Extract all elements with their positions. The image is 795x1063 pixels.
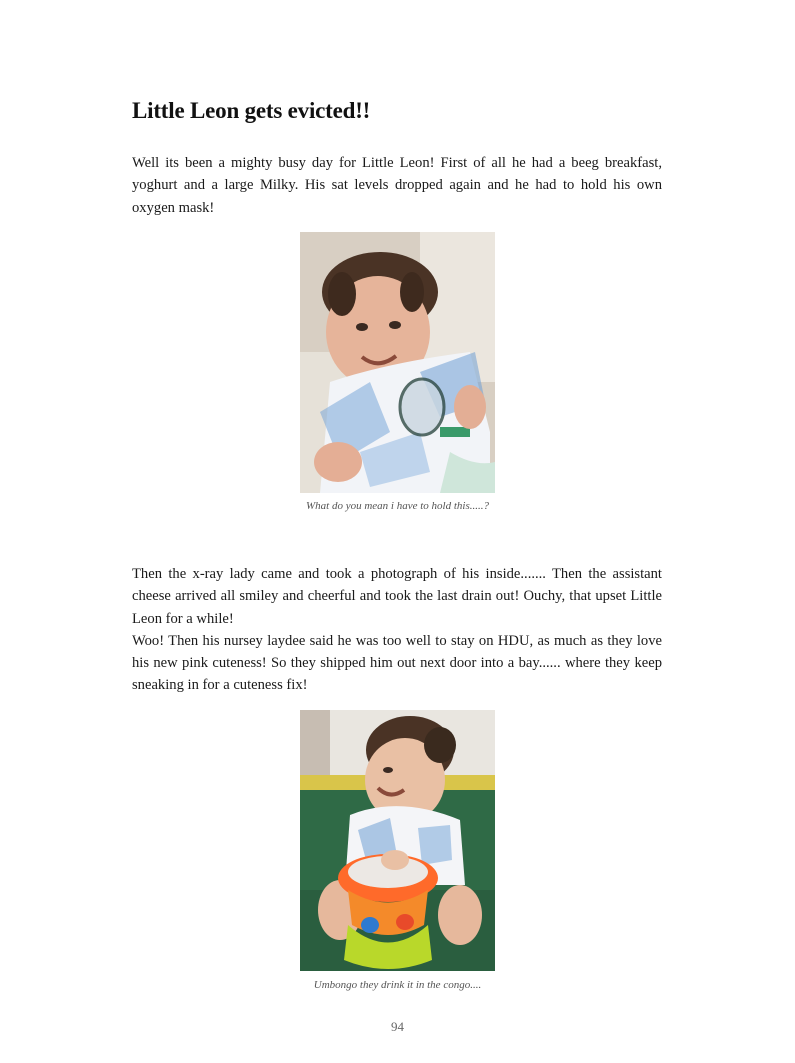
paragraph-1: Well its been a mighty busy day for Little Leon! First of all he had a beeg breakfast, yoghurt and a large Milky. His sat levels dropped again and he had to hold his own oxygen mask! xyxy=(132,155,662,216)
baby-toy-drum-illustration xyxy=(300,710,495,971)
photo-1-caption: What do you mean i have to hold this.....? xyxy=(305,500,489,512)
page-title: Little Leon gets evicted!! xyxy=(132,98,371,123)
page-number: 94 xyxy=(391,1019,404,1034)
photo-2-caption: Umbongo they drink it in the congo.... xyxy=(313,979,482,991)
baby-oxygen-mask-photo xyxy=(300,232,495,493)
paragraph-2-line-1: Then the x-ray lady came and took a photograph of his inside....... Then the assistant cheese arrived all smiley and cheerful and took the last drain out! Ouchy, that upset Little Leon for a while! xyxy=(132,566,662,627)
paragraph-2-line-2: Woo! Then his nursey laydee said he was too well to stay on HDU, as much as they love his new pink cuteness! So they shipped him out next door into a bay...... where they keep sneaking in for a cuteness fix! xyxy=(132,632,662,694)
baby-toy-drum-photo xyxy=(300,710,495,971)
baby-oxygen-mask-illustration xyxy=(300,232,495,493)
paragraph-2 xyxy=(132,563,662,697)
